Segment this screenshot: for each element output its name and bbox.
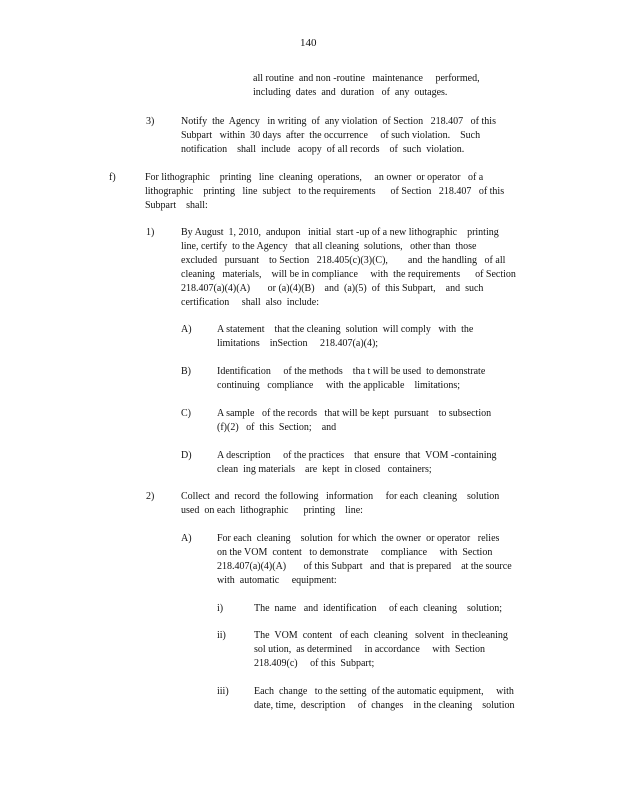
item-label: ii) xyxy=(217,630,226,641)
item-text-f1C xyxy=(217,407,491,435)
text-line: date, time, description of changes in the cleaning solution xyxy=(254,700,515,711)
text-line: certification shall also include: xyxy=(181,297,320,308)
text-line: Notify the Agency in writing of any violation of Section 218.407 of this xyxy=(181,116,496,127)
text-line: 218.409(c) of this Subpart; xyxy=(254,658,375,669)
item-text-f1 xyxy=(181,226,516,310)
text-line: excluded pursuant to Section 218.405(c)(3)(C), and the handling of all xyxy=(181,255,506,266)
text-line: A description of the practices that ensure that VOM -containing xyxy=(217,450,497,461)
item-label: f) xyxy=(109,172,116,183)
item-text-f2Aiii xyxy=(254,685,515,713)
text-line: (f)(2) of this Section; and xyxy=(217,422,337,433)
item-label: iii) xyxy=(217,686,229,697)
text-line: 218.407(a)(4)(A) or (a)(4)(B) and (a)(5) of this Subpart, and such xyxy=(181,283,484,294)
item-label: D) xyxy=(181,450,192,461)
text-line: continuing compliance with the applicable limitations; xyxy=(217,380,461,391)
continuation-text xyxy=(253,72,480,100)
text-line: 218.407(a)(4)(A) of this Subpart and that is prepared at the source xyxy=(217,561,512,572)
text-line: Identification of the methods tha t will be used to demonstrate xyxy=(217,366,486,377)
text-line: limitations inSection 218.407(a)(4); xyxy=(217,338,379,349)
text-line: Collect and record the following information for each cleaning solution xyxy=(181,491,500,502)
text-line: The VOM content of each cleaning solvent in thecleaning xyxy=(254,630,508,641)
text-line: including dates and duration of any outages. xyxy=(253,87,448,98)
item-label: 3) xyxy=(146,116,155,127)
item-text-f xyxy=(145,171,504,213)
text-line: By August 1, 2010, andupon initial start -up of a new lithographic printing xyxy=(181,227,499,238)
item-text-e3 xyxy=(181,115,496,157)
item-label: A) xyxy=(181,533,192,544)
text-line: A sample of the records that will be kept pursuant to subsection xyxy=(217,408,492,419)
text-line: all routine and non -routine maintenance performed, xyxy=(253,73,480,84)
text-line: clean ing materials are kept in closed containers; xyxy=(217,464,432,475)
text-line: line, certify to the Agency that all cleaning solutions, other than those xyxy=(181,241,477,252)
item-label: 1) xyxy=(146,227,155,238)
text-line: cleaning materials, will be in compliance with the requirements of Section xyxy=(181,269,516,280)
item-label: i) xyxy=(217,603,224,614)
item-label: 2) xyxy=(146,491,155,502)
text-line: The name and identification of each cleaning solution; xyxy=(254,603,502,614)
item-text-f2Ai xyxy=(254,602,502,616)
text-line: lithographic printing line subject to the requirements of Section 218.407 of this xyxy=(145,186,505,197)
item-label: A) xyxy=(181,324,192,335)
item-label: C) xyxy=(181,408,191,419)
text-line: Subpart shall: xyxy=(145,200,208,211)
item-text-f1A xyxy=(217,323,473,351)
text-line: sol ution, as determined in accordance with Section xyxy=(254,644,486,655)
text-line: used on each lithographic printing line: xyxy=(181,505,363,516)
item-text-f1B xyxy=(217,365,485,393)
text-line: A statement that the cleaning solution will comply with the xyxy=(217,324,474,335)
text-line: For each cleaning solution for which the owner or operator relies xyxy=(217,533,500,544)
text-line: For lithographic printing line cleaning operations, an owner or operator of a xyxy=(145,172,484,183)
page-number: 140 xyxy=(300,37,317,49)
item-text-f2 xyxy=(181,490,499,518)
item-label: B) xyxy=(181,366,191,377)
text-line: on the VOM content to demonstrate compliance with Section xyxy=(217,547,493,558)
text-line: Subpart within 30 days after the occurrence of such violation. Such xyxy=(181,130,481,141)
item-text-f2Aii xyxy=(254,629,508,671)
item-text-f1D xyxy=(217,449,496,477)
item-text-f2A xyxy=(217,532,512,588)
text-line: Each change to the setting of the automatic equipment, with xyxy=(254,686,514,697)
text-line: notification shall include acopy of all records of such violation. xyxy=(181,144,465,155)
text-line: with automatic equipment: xyxy=(217,575,337,586)
